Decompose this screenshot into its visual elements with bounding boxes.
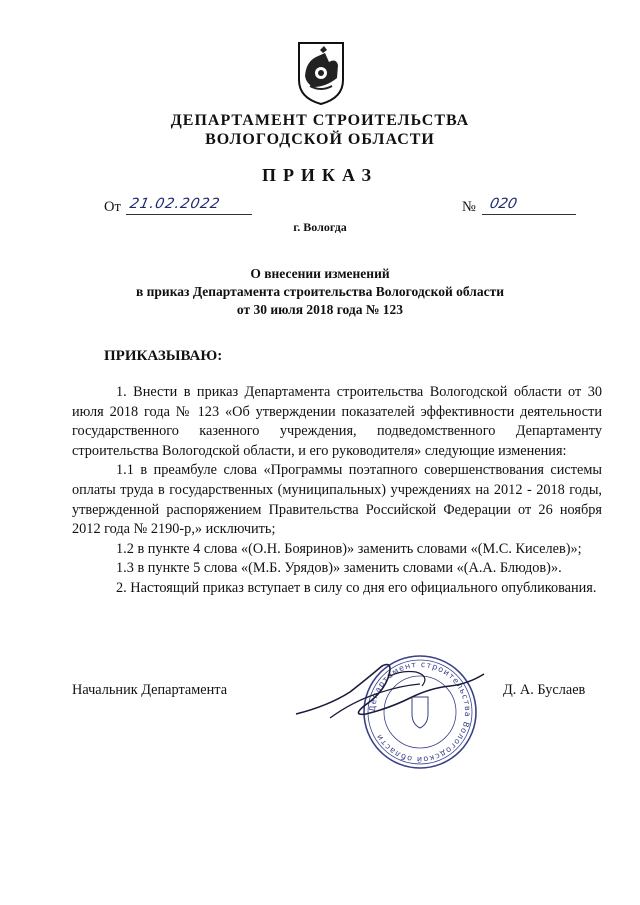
paragraph-1-3: 1.3 в пункте 5 слова «(М.Б. Урядов)» заменить словами «(А.А. Блюдов)». (116, 560, 562, 577)
subject-line1: О внесении изменений (250, 266, 390, 281)
document-type-title: ПРИКАЗ (261, 165, 379, 185)
date-label: От (104, 199, 121, 215)
handwritten-number: 020 (488, 196, 519, 212)
signer-position: Начальник Департамента (72, 682, 228, 698)
signer-name: Д. А. Буслаев (503, 682, 586, 698)
date-underline (126, 214, 252, 215)
paragraph-1: 1. Внести в приказ Департамента строительства Вологодской области от 30 июля 2018 года № 123 «Об утверждении показателей эффективности деятельности государственного казенного учреждения, подведомственного Департаменту строительства Вологодской области, и его руководителя» следующие изменения: (72, 384, 602, 459)
subject-line3: от 30 июля 2018 года № 123 (236, 302, 404, 317)
paragraph-2: 2. Настоящий приказ вступает в силу со дня его официального опубликования. (116, 579, 597, 596)
department-name-line1: ДЕПАРТАМЕНТ СТРОИТЕЛЬСТВА (170, 112, 470, 129)
order-body (72, 383, 602, 599)
seal-ring-text: Департамент строительства Вологодской области (367, 659, 473, 765)
command-heading: ПРИКАЗЫВАЮ: (104, 348, 223, 364)
subject-line2: в приказ Департамента строительства Вологодской области (135, 284, 505, 299)
paragraph-1-1: 1.1 в преамбуле слова «Программы поэтапного совершенствования системы оплаты труда в государственных (муниципальных) учреждениях на 2012 - 2018 годы, утвержденной распоряжением Правительства Российской Федерации от 26 ноября 2012 года № 2190-р,» исключить; (72, 462, 602, 538)
handwritten-signature (290, 656, 490, 726)
city-line: г. Вологда (293, 220, 347, 234)
paragraph-1-2: 1.2 в пункте 4 слова «(О.Н. Бояринов)» заменить словами «(М.С. Киселев)»; (116, 540, 582, 557)
number-label: № (462, 199, 476, 215)
coat-of-arms-icon (296, 40, 346, 106)
number-underline (482, 214, 576, 215)
handwritten-date: 21.02.2022 (128, 196, 222, 212)
department-name-line2: ВОЛОГОДСКОЙ ОБЛАСТИ (205, 131, 435, 148)
